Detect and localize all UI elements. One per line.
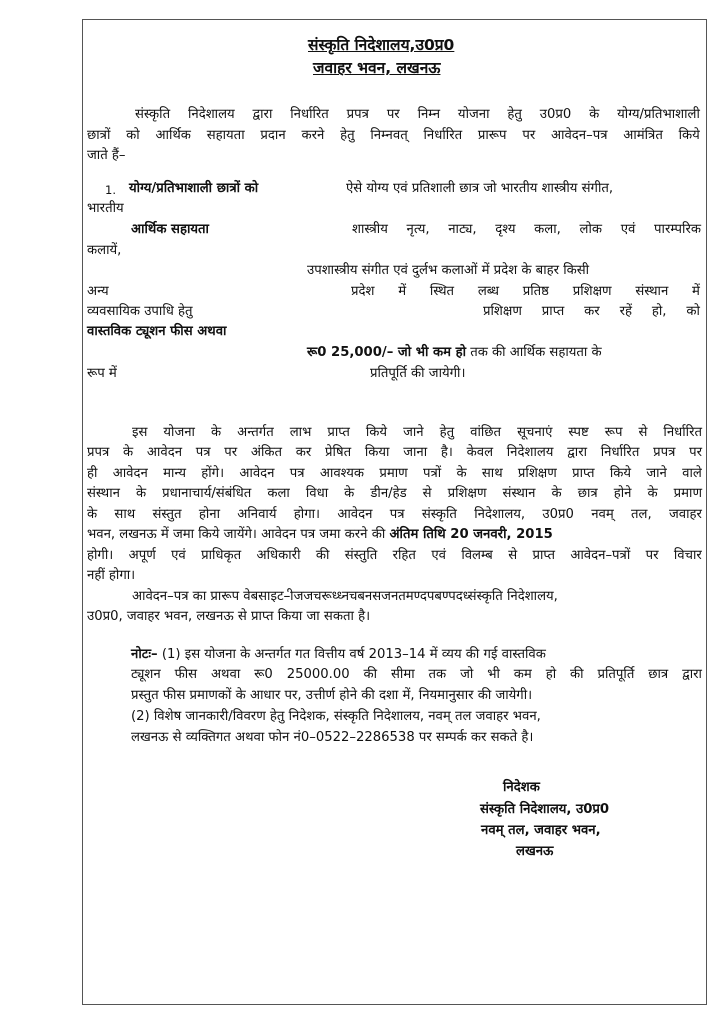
website-line-1: आवेदन–पत्र का प्रारूप वेबसाइट–ीजजचरूध्ध्नचबनसजनतमण्दपबण्पदध्संस्कृति निदेशालय, [132, 589, 558, 604]
signature-office: संस्कृति निदेशालय, उ0प्र0 [480, 802, 610, 817]
body-line-4: संस्थान के प्रधानाचार्य/संबंधित कला विधा के डीन/हेड से प्रशिक्षण संस्थान के छात्र होने के प्रमाण [87, 486, 702, 501]
note-line-2: ट्यूशन फीस अथवा रू0 25000.00 की सीमा तक जो भी कम हो की प्रतिपूर्ति छात्र द्वारा [131, 667, 702, 682]
note-line-5: लखनऊ से व्यक्तिगत अथवा फोन नं0–0522–2286538 पर सम्पर्क कर सकते है। [131, 730, 534, 745]
scheme-right-line-5: प्रशिक्षण प्राप्त कर रहें हो, को [483, 304, 700, 319]
scheme-right-line-1: ऐसे योग्य एवं प्रतिशाली छात्र जो भारतीय शास्त्रीय संगीत, [346, 181, 614, 196]
note-line-1: नोटः– (1) इस योजना के अन्तर्गत गत वित्तीय वर्ष 2013–14 में व्यय की गई वास्तविक [131, 647, 546, 662]
scheme-left-fragment-3: अन्य [87, 284, 109, 299]
intro-line-2: छात्रों को आर्थिक सहायता प्रदान करने हेतु निम्नवत् निर्धारित प्रारूप पर आवेदन–पत्र आमंत्रित किये [87, 128, 700, 143]
amount-rest: तक की आर्थिक सहायता के [470, 345, 602, 360]
scheme-right-line-2: शास्त्रीय नृत्य, नाट्य, दृश्य कला, लोक एवं पारम्परिक [352, 222, 701, 237]
scheme-heading-2: आर्थिक सहायता [131, 222, 209, 237]
scheme-left-fragment-4: व्यवसायिक उपाधि हेतु [87, 304, 193, 319]
scheme-heading-1: योग्य/प्रतिभाशाली छात्रों को [129, 181, 259, 196]
header-title: संस्कृति निदेशालय,उ0प्र0 [308, 36, 455, 54]
body-line-5: के साथ संस्तुत होना अनिवार्य होगा। आवेदन पत्र संस्कृति निदेशालय, उ0प्र0 नवम् तल, जवाहर [87, 507, 702, 522]
note-line-3: प्रस्तुत फीस प्रमाणकों के आधार पर, उत्तीर्ण होने की दशा में, नियमानुसार की जायेगी। [131, 688, 533, 703]
signature-floor: नवम् तल, जवाहर भवन, [481, 823, 601, 838]
body-line-6: भवन, लखनऊ में जमा किये जायेंगे। आवेदन पत्र जमा करने की अंतिम तिथि 20 जनवरी, 2015 [87, 527, 553, 542]
header-subtitle: जवाहर भवन, लखनऊ [313, 59, 441, 77]
scheme-left-fragment-2: कलायें, [87, 243, 122, 258]
intro-line-3: जाते हैं– [87, 148, 126, 163]
scheme-reimburse: प्रतिपूर्ति की जायेगी। [370, 366, 466, 381]
body-line-8: नहीं होगा। [87, 568, 136, 583]
scheme-right-line-3: उपशास्त्रीय संगीत एवं दुर्लभ कलाओं में प्रदेश के बाहर किसी [307, 263, 590, 278]
scheme-right-line-4: प्रदेश में स्थित लब्ध प्रतिष्ठ प्रशिक्षण संस्थान में [351, 284, 700, 299]
scheme-left-fragment-1: भारतीय [87, 201, 124, 216]
body-line-3: ही आवेदन मान्य होंगे। आवेदन पत्र आवश्यक प्रमाण पत्रों के साथ प्रशिक्षण प्राप्त किये जाने वाले [87, 466, 702, 481]
intro-line-1: संस्कृति निदेशालय द्वारा निर्धारित प्रपत्र पर निम्न योजना हेतु उ0प्र0 के योग्य/प्रतिभाशाली [135, 107, 700, 122]
body-line-1: इस योजना के अन्तर्गत लाभ प्राप्त किये जाने हेतु वांछित सूचनाएं स्पष्ट रूप से निर्धारित [132, 425, 702, 440]
note-label: नोटः– [131, 647, 158, 662]
signature-city: लखनऊ [516, 844, 554, 859]
signature-title: निदेशक [503, 780, 540, 795]
last-date: अंतिम तिथि 20 जनवरी, 2015 [389, 527, 553, 542]
body-line-2: प्रपत्र के आवेदन पत्र पर अंकित कर प्रेषित किया जाना है। केवल निदेशालय द्वारा निर्धारित प्रपत्र पर [87, 445, 702, 460]
scheme-number: 1. [105, 183, 116, 197]
note-line-4: (2) विशेष जानकारी/विवरण हेतु निदेशक, संस्कृति निदेशालय, नवम् तल जवाहर भवन, [131, 709, 541, 724]
scheme-amount-line [307, 344, 602, 362]
scheme-left-fragment-5: रूप में [87, 366, 117, 381]
website-line-2: उ0प्र0, जवाहर भवन, लखनऊ से प्राप्त किया जा सकता है। [87, 609, 371, 624]
body-line-7: होगी। अपूर्ण एवं प्राधिकृत अधिकारी की संस्तुति रहित एवं विलम्ब से प्राप्त आवेदन–पत्रों पर विचार [87, 548, 702, 563]
amount-bold: रू0 25,000/– जो भी कम हो [307, 345, 466, 360]
scheme-heading-3: वास्तविक ट्यूशन फीस अथवा [87, 324, 227, 339]
